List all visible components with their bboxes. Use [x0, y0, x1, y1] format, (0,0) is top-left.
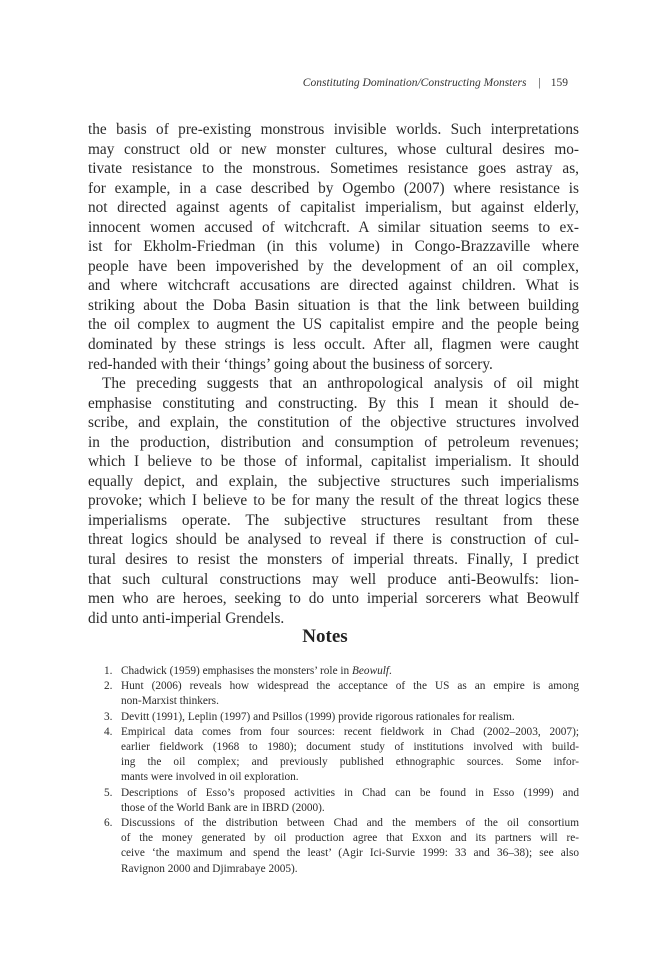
text-line: for example, in a case described by Ogembo (2007) where resistance is — [88, 179, 579, 197]
text-line: threat logics should be analysed to reveal if there is construction of cul- — [88, 531, 579, 549]
note-line: Discussions of the distribution between Chad and the members of the oil consortium — [121, 817, 579, 830]
note-item — [104, 679, 579, 709]
note-line: of the money generated by oil production agree that Exxon and its partners will re- — [121, 832, 579, 845]
note-line: Descriptions of Esso’s proposed activities in Chad can be found in Esso (1999) and — [121, 786, 579, 799]
running-head-separator: | — [538, 77, 541, 89]
text-line: tural desires to resist the monsters of imperial threats. Finally, I predict — [88, 551, 579, 569]
text-line: The preceding suggests that an anthropological analysis of oil might — [102, 375, 579, 393]
text-line: emphasise constituting and constructing. By this I mean it should de- — [88, 394, 579, 412]
text-line: that such cultural constructions may well produce anti-Beowulfs: lion- — [88, 570, 579, 588]
note-line: Empirical data comes from four sources: recent fieldwork in Chad (2002–2003, 2007); — [121, 725, 579, 738]
text-line: imperialisms operate. The subjective structures resultant from these — [88, 511, 579, 529]
body-text — [88, 120, 579, 628]
text-line: provoke; which I believe to be for many the result of the threat logics these — [88, 492, 579, 510]
text-line: dominated by these strings is less occult. After all, flagmen were caught — [88, 336, 579, 354]
running-head-title: Constituting Domination/Constructing Monsters — [302, 77, 527, 89]
note-line: ceive ‘the maximum and spend the least’ (Agir Ici-Survie 1999: 33 and 36–38); see also — [121, 847, 579, 860]
running-head — [0, 77, 568, 89]
note-line: non-Marxist thinkers. — [121, 695, 219, 708]
text-line: and where witchcraft accusations are directed against children. What is — [88, 277, 579, 295]
text-line: equally depict, and explain, the subjective structures such imperialisms — [88, 472, 579, 490]
note-item — [104, 786, 579, 816]
text-line: the basis of pre-existing monstrous invisible worlds. Such interpretations — [88, 121, 579, 138]
note-line: Chadwick (1959) emphasises the monsters’ role in Beowulf. — [121, 665, 392, 677]
note-line: those of the World Bank are in IBRD (2000). — [121, 801, 325, 814]
note-item — [104, 664, 579, 679]
text-line: did unto anti-imperial Grendels. — [88, 609, 285, 627]
paragraph — [88, 120, 579, 374]
note-line: ing the oil complex; and previously published ethnographic sources. Some infor- — [121, 756, 579, 769]
note-line: Devitt (1991), Leplin (1997) and Psillos (1999) provide rigorous rationales for realism. — [121, 710, 515, 723]
note-item — [104, 725, 579, 786]
text-line: striking about the Doba Basin situation is that the link between building — [88, 296, 579, 314]
note-number: 6. — [104, 817, 113, 830]
text-line: which I believe to be those of informal, capitalist imperialism. It should — [88, 453, 579, 471]
text-line: people have been impoverished by the development of an oil complex, — [88, 257, 579, 275]
text-line: tivate resistance to the monstrous. Sometimes resistance goes astray as, — [88, 160, 579, 178]
text-line: the oil complex to augment the US capitalist empire and the people being — [88, 316, 579, 334]
note-number: 5. — [104, 786, 113, 799]
text-line: not directed against agents of capitalist imperialism, but against elderly, — [88, 199, 579, 217]
notes-heading: Notes — [302, 626, 348, 647]
note-line: earlier fieldwork (1968 to 1980); document study of institutions involved with build- — [121, 741, 579, 754]
note-number: 3. — [104, 710, 113, 723]
note-number: 4. — [104, 725, 113, 738]
note-line: Ravignon 2000 and Djimrabaye 2005). — [121, 862, 298, 875]
text-line: men who are heroes, seeking to do unto imperial sorcerers what Beowulf — [88, 590, 579, 608]
text-line: red-handed with their ‘things’ going about the business of sorcery. — [88, 355, 493, 373]
page-number: 159 — [550, 77, 568, 89]
text-line: ist for Ekholm-Friedman (in this volume) in Congo-Brazzaville where — [88, 238, 579, 256]
notes-list — [104, 664, 579, 877]
note-line: mants were involved in oil exploration. — [121, 771, 299, 784]
text-line: innocent women accused of witchcraft. A similar situation seems to ex- — [88, 218, 579, 236]
note-item — [104, 710, 579, 725]
note-line: Hunt (2006) reveals how widespread the acceptance of the US as an empire is among — [121, 680, 579, 693]
note-item — [104, 816, 579, 877]
paragraph — [88, 374, 579, 628]
note-number: 1. — [104, 665, 113, 677]
text-line: scribe, and explain, the constitution of the objective structures involved — [88, 414, 579, 432]
text-line: may construct old or new monster cultures, whose cultural desires mo- — [88, 140, 579, 158]
note-number: 2. — [104, 680, 113, 693]
text-line: in the production, distribution and consumption of petroleum revenues; — [88, 433, 579, 451]
